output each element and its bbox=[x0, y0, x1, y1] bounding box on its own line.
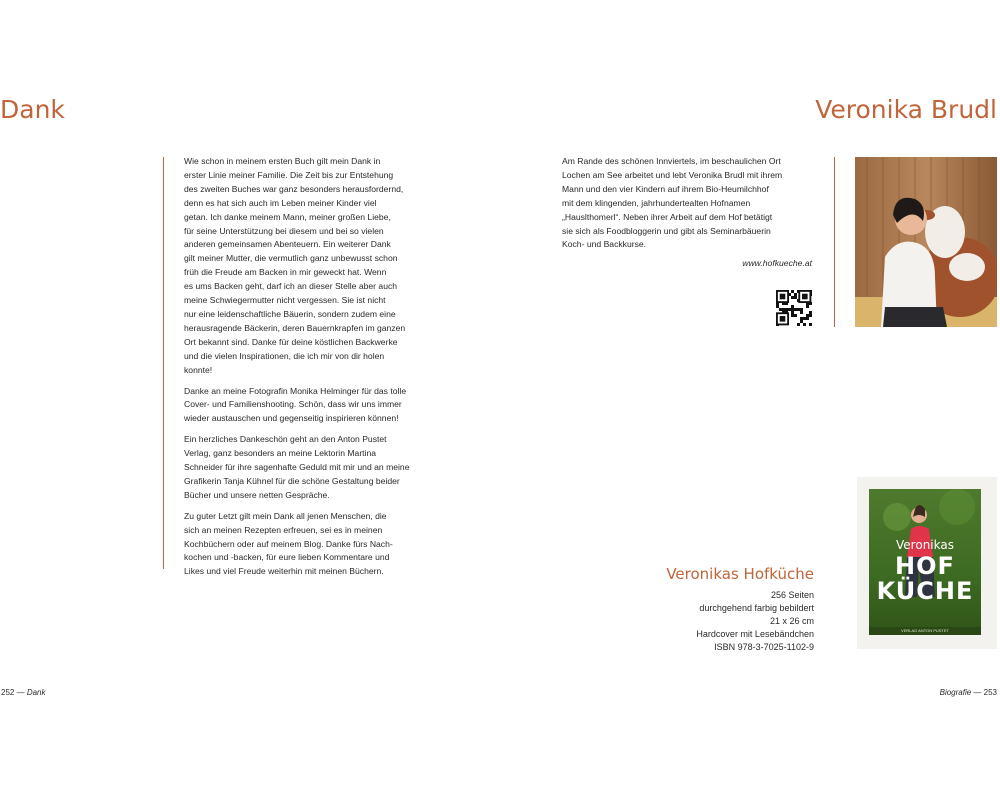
text-line: gilt meiner Mutter, die vermutlich ganz unbewusst schon bbox=[184, 253, 398, 264]
text-line: Mann und den vier Kindern auf ihrem Bio-Heumilchhof bbox=[562, 183, 769, 194]
text-line: und die vielen Inspirationen, die ich mir von dir holen bbox=[184, 350, 385, 361]
book-detail-line: 256 Seiten bbox=[770, 590, 814, 600]
acknowledgement-paragraph bbox=[184, 385, 454, 427]
text-line: Wie schon in meinem ersten Buch gilt mein Dank in bbox=[184, 156, 381, 166]
left-accent-rule bbox=[163, 157, 164, 569]
text-line: Likes und viel Freude weiterhin mit meinen Büchern. bbox=[184, 566, 384, 577]
book-title: Veronikas Hofküche bbox=[666, 565, 814, 583]
text-line: Koch- und Backkurse. bbox=[562, 239, 647, 250]
text-line: Zu guter Letzt gilt mein Dank all jenen Menschen, die bbox=[184, 510, 387, 521]
text-line: „Hauslthomerl“. Neben ihrer Arbeit auf dem Hof betätigt bbox=[562, 211, 773, 222]
acknowledgement-paragraph bbox=[184, 433, 454, 503]
text-line: Cover- und Familienshooting. Schön, dass wir uns immer bbox=[184, 399, 402, 410]
cover-title-line2: HOF bbox=[895, 552, 955, 580]
text-line: anderen gemeinsamen Abenteuern. Ein weiterer Dank bbox=[184, 239, 391, 250]
right-accent-rule bbox=[834, 157, 835, 327]
text-line: herausragende Bäckerin, deren Bauernkrapfen im ganzen bbox=[184, 322, 406, 333]
text-line: sie sich als Foodbloggerin und gibt als Seminarbäuerin bbox=[562, 225, 771, 236]
book-detail-line: 21 x 26 cm bbox=[769, 616, 814, 626]
book-details bbox=[564, 589, 814, 654]
text-line: Bücher und unsere netten Gespräche. bbox=[184, 489, 330, 500]
acknowledgements-body bbox=[184, 155, 454, 586]
text-line: getan. Ich danke meinem Mann, meiner großen Liebe, bbox=[184, 211, 391, 222]
acknowledgement-paragraph bbox=[184, 155, 454, 378]
text-line: kochen und -backen, für eure lieben Kommentare und bbox=[184, 552, 390, 563]
text-line: früh die Freude am Backen in mir geweckt hat. Wenn bbox=[184, 267, 387, 278]
cover-title-line3: KÜCHE bbox=[876, 577, 974, 605]
text-line: denn es hat sich auch im Leben meiner Kinder viel bbox=[184, 197, 377, 208]
book-detail-line: Hardcover mit Lesebändchen bbox=[696, 629, 814, 639]
cover-publisher: VERLAG ANTON PUSTET bbox=[901, 628, 949, 633]
text-line: Grafikerin Tanja Kühnel für die schöne Gestaltung beider bbox=[184, 475, 400, 486]
text-line: wieder austauschen und gegenseitig inspirieren können! bbox=[184, 413, 399, 424]
text-line: Verlag, ganz besonders an meine Lektorin Martina bbox=[184, 448, 377, 459]
text-line: Lochen am See arbeitet und lebt Veronika Brudl mit ihrem bbox=[562, 169, 783, 180]
text-line: nur eine leidenschaftliche Bäuerin, sondern zudem eine bbox=[184, 308, 396, 319]
acknowledgement-paragraph bbox=[184, 510, 454, 580]
text-line: Kochbüchern oder auf meinem Blog. Danke fürs Nach- bbox=[184, 538, 393, 549]
text-line: konnte! bbox=[184, 364, 213, 375]
book-cover-frame bbox=[857, 477, 997, 649]
text-line: für seine Unterstützung bei diesem und bei so vielen bbox=[184, 225, 384, 236]
bio-paragraph bbox=[562, 155, 822, 252]
right-page-heading: Veronika Brudl bbox=[815, 95, 997, 124]
left-page-number: 252 bbox=[1, 688, 15, 697]
right-section-label: Biografie bbox=[939, 688, 972, 697]
text-line: Schneider für ihre sagenhafte Geduld mit mir und an meine bbox=[184, 462, 410, 473]
author-biography bbox=[562, 155, 822, 252]
left-folio: 252 — Dank bbox=[1, 688, 46, 697]
left-section-label: Dank bbox=[26, 688, 46, 697]
text-line: Ein herzliches Dankeschön geht an den Anton Pustet bbox=[184, 434, 387, 445]
text-line: Danke an meine Fotografin Monika Helminger für das tolle bbox=[184, 385, 407, 396]
text-line: des zweiten Buches war ganz besonders herausfordernd, bbox=[184, 183, 404, 194]
author-photo bbox=[855, 157, 997, 327]
text-line: sich an meinen Rezepten erfreuen, sei es in meinen bbox=[184, 524, 383, 535]
text-line: es ums Backen geht, darf ich an dieser Stelle aber auch bbox=[184, 281, 398, 292]
text-line: mit dem klingenden, jahrhundertealten Hofnamen bbox=[562, 197, 751, 208]
left-page-heading: Dank bbox=[0, 95, 65, 124]
cover-title-line1: Veronikas bbox=[896, 538, 954, 552]
text-line: Ort bekannt sind. Danke für deine köstlichen Backwerke bbox=[184, 336, 398, 347]
book-detail-line: ISBN 978-3-7025-1102-9 bbox=[714, 642, 814, 652]
text-line: Am Rande des schönen Innviertels, im beschaulichen Ort bbox=[562, 156, 781, 166]
book-detail-line: durchgehend farbig bebildert bbox=[699, 603, 814, 613]
right-page-number: 253 bbox=[983, 688, 997, 697]
qr-code-icon bbox=[776, 290, 812, 326]
right-folio: Biografie — 253 bbox=[939, 688, 997, 697]
text-line: meine Schwiegermutter nicht vergessen. Sie ist nicht bbox=[184, 295, 386, 306]
text-line: erster Linie meiner Familie. Die Zeit bis zur Entstehung bbox=[184, 169, 394, 180]
website-link[interactable]: www.hofkueche.at bbox=[742, 258, 812, 268]
